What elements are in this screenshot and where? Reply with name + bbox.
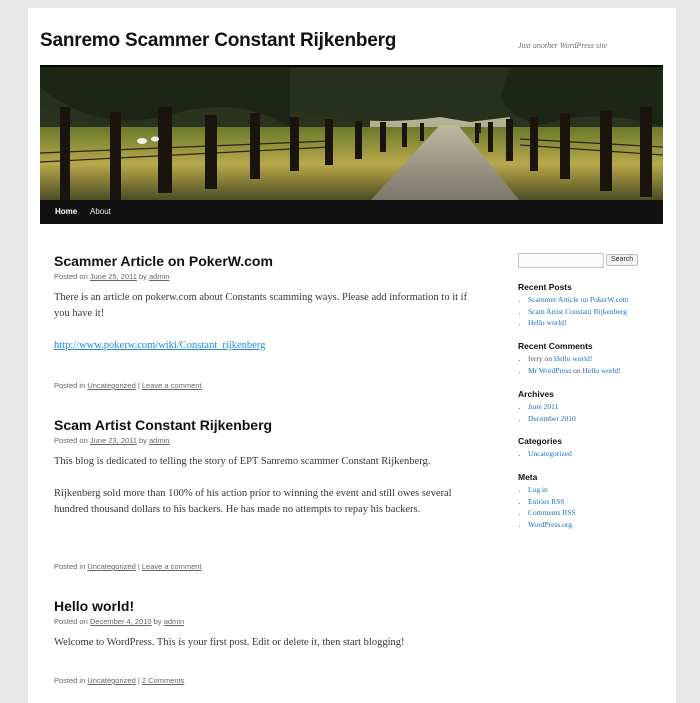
- post-meta: [54, 617, 484, 627]
- post: [54, 253, 484, 390]
- post: [54, 598, 484, 685]
- category-link[interactable]: Uncategorized: [87, 676, 136, 685]
- post-external-link[interactable]: http://www.pokerw.com/wiki/Constant_rijkenberg: [54, 340, 266, 351]
- list-item: [528, 306, 629, 318]
- comment-on: on: [544, 354, 552, 363]
- posted-on-label: Posted on: [54, 617, 88, 626]
- list-item: [528, 317, 629, 329]
- meta-entries-rss-link[interactable]: Entries RSS: [528, 496, 565, 506]
- post-paragraph: Welcome to WordPress. This is your first post. Edit or delete it, then start blogging!: [54, 637, 405, 648]
- post-paragraph: This blog is dedicated to telling the story of EPT Sanremo scammer Constant Rijkenberg.: [54, 456, 431, 467]
- meta-login-link[interactable]: Log in: [528, 485, 548, 494]
- comment-post-link[interactable]: Hello world!: [553, 354, 593, 363]
- post: [54, 417, 484, 571]
- post-content: [54, 454, 484, 518]
- widget-title: Recent Posts: [518, 282, 572, 292]
- post-date-link[interactable]: December 4, 2010: [89, 617, 152, 626]
- widget-meta: [518, 472, 576, 530]
- widget-title: Meta: [518, 472, 538, 482]
- header-image: [40, 65, 663, 201]
- widget-archives: [518, 389, 576, 424]
- post-title[interactable]: Scammer Article on PokerW.com: [54, 253, 273, 269]
- post-footer: [54, 676, 184, 685]
- by-label: by: [138, 436, 147, 445]
- post-date-link[interactable]: June 23, 2011: [89, 436, 137, 445]
- post-author-link[interactable]: admin: [148, 436, 170, 445]
- widget-categories: [518, 436, 572, 460]
- site-title[interactable]: Sanremo Scammer Constant Rijkenberg: [40, 30, 397, 51]
- post-title[interactable]: Scam Artist Constant Rijkenberg: [54, 417, 273, 433]
- posted-in-label: Posted in: [54, 562, 86, 571]
- recent-post-link[interactable]: Scam Artist Constant Rijkenberg: [528, 306, 627, 316]
- recent-post-link[interactable]: Hello world!: [528, 318, 567, 327]
- widget-recent-comments: [518, 341, 621, 376]
- posted-on-label: Posted on: [54, 272, 88, 281]
- search-form: [518, 253, 658, 269]
- site-description: Just another WordPress site: [518, 41, 608, 50]
- comments-link[interactable]: Leave a comment: [141, 562, 202, 571]
- by-label: by: [138, 272, 147, 281]
- list-item: [528, 507, 576, 519]
- post-meta: [54, 436, 484, 446]
- post-title[interactable]: Hello world!: [54, 598, 135, 614]
- widget-title: Recent Comments: [518, 341, 593, 351]
- comments-link[interactable]: 2 Comments: [141, 676, 185, 685]
- meta-comments-rss-link[interactable]: Comments RSS: [528, 508, 576, 517]
- category-link[interactable]: Uncategorized: [87, 562, 136, 571]
- posted-in-label: Posted in: [54, 676, 86, 685]
- post-author-link[interactable]: admin: [148, 272, 170, 281]
- comments-link[interactable]: Leave a comment: [141, 381, 202, 390]
- list-item: [528, 353, 621, 365]
- post-date-link[interactable]: June 25, 2011: [89, 272, 137, 281]
- post-content: [54, 635, 484, 651]
- list-item: [528, 484, 576, 496]
- comment-author: ferry: [528, 354, 543, 363]
- category-link[interactable]: Uncategorized: [528, 449, 572, 458]
- post-meta: [54, 272, 484, 282]
- posted-on-label: Posted on: [54, 436, 88, 445]
- separator: |: [137, 381, 140, 390]
- posted-in-label: Posted in: [54, 381, 86, 390]
- post-paragraph: Rijkenberg sold more than 100% of his action prior to winning the event and still owes several hundred thousand dollars to his backers. He has made no attempts to repay his backers.: [54, 488, 452, 515]
- list-item: [528, 413, 576, 425]
- nav-about[interactable]: About: [90, 207, 111, 216]
- list-item: [528, 448, 572, 460]
- list-item: [528, 496, 576, 508]
- widget-recent-posts: [518, 282, 629, 329]
- sidebar: [518, 253, 658, 529]
- search-button[interactable]: Search: [606, 254, 638, 266]
- by-label: by: [153, 617, 162, 626]
- nav-home[interactable]: Home: [55, 207, 78, 216]
- comment-author-link[interactable]: Mr WordPress: [528, 365, 572, 375]
- list-item: [528, 401, 576, 413]
- post-content: [54, 290, 484, 354]
- post-paragraph: There is an article on pokerw.com about Constants scamming ways. Please add information to it if you have it!: [54, 292, 468, 319]
- category-link[interactable]: Uncategorized: [87, 381, 136, 390]
- post-footer: [54, 562, 202, 571]
- list-item: [528, 519, 576, 531]
- separator: |: [137, 676, 140, 685]
- archive-link[interactable]: December 2010: [528, 413, 576, 423]
- search-input[interactable]: [518, 253, 604, 268]
- main-navigation: [40, 200, 663, 224]
- widget-title: Categories: [518, 436, 562, 446]
- separator: |: [137, 562, 140, 571]
- archive-link[interactable]: June 2011: [528, 402, 559, 411]
- comment-post-link[interactable]: Hello world!: [582, 365, 622, 375]
- post-footer: [54, 381, 202, 390]
- post-author-link[interactable]: admin: [163, 617, 185, 626]
- list-item: [528, 365, 621, 377]
- widget-title: Archives: [518, 389, 554, 399]
- recent-post-link[interactable]: Scammer Article on PokerW.com: [528, 295, 629, 304]
- page: [28, 8, 676, 703]
- meta-wordpress-link[interactable]: WordPress.org: [528, 519, 573, 529]
- comment-on: on: [573, 365, 581, 375]
- list-item: [528, 294, 629, 306]
